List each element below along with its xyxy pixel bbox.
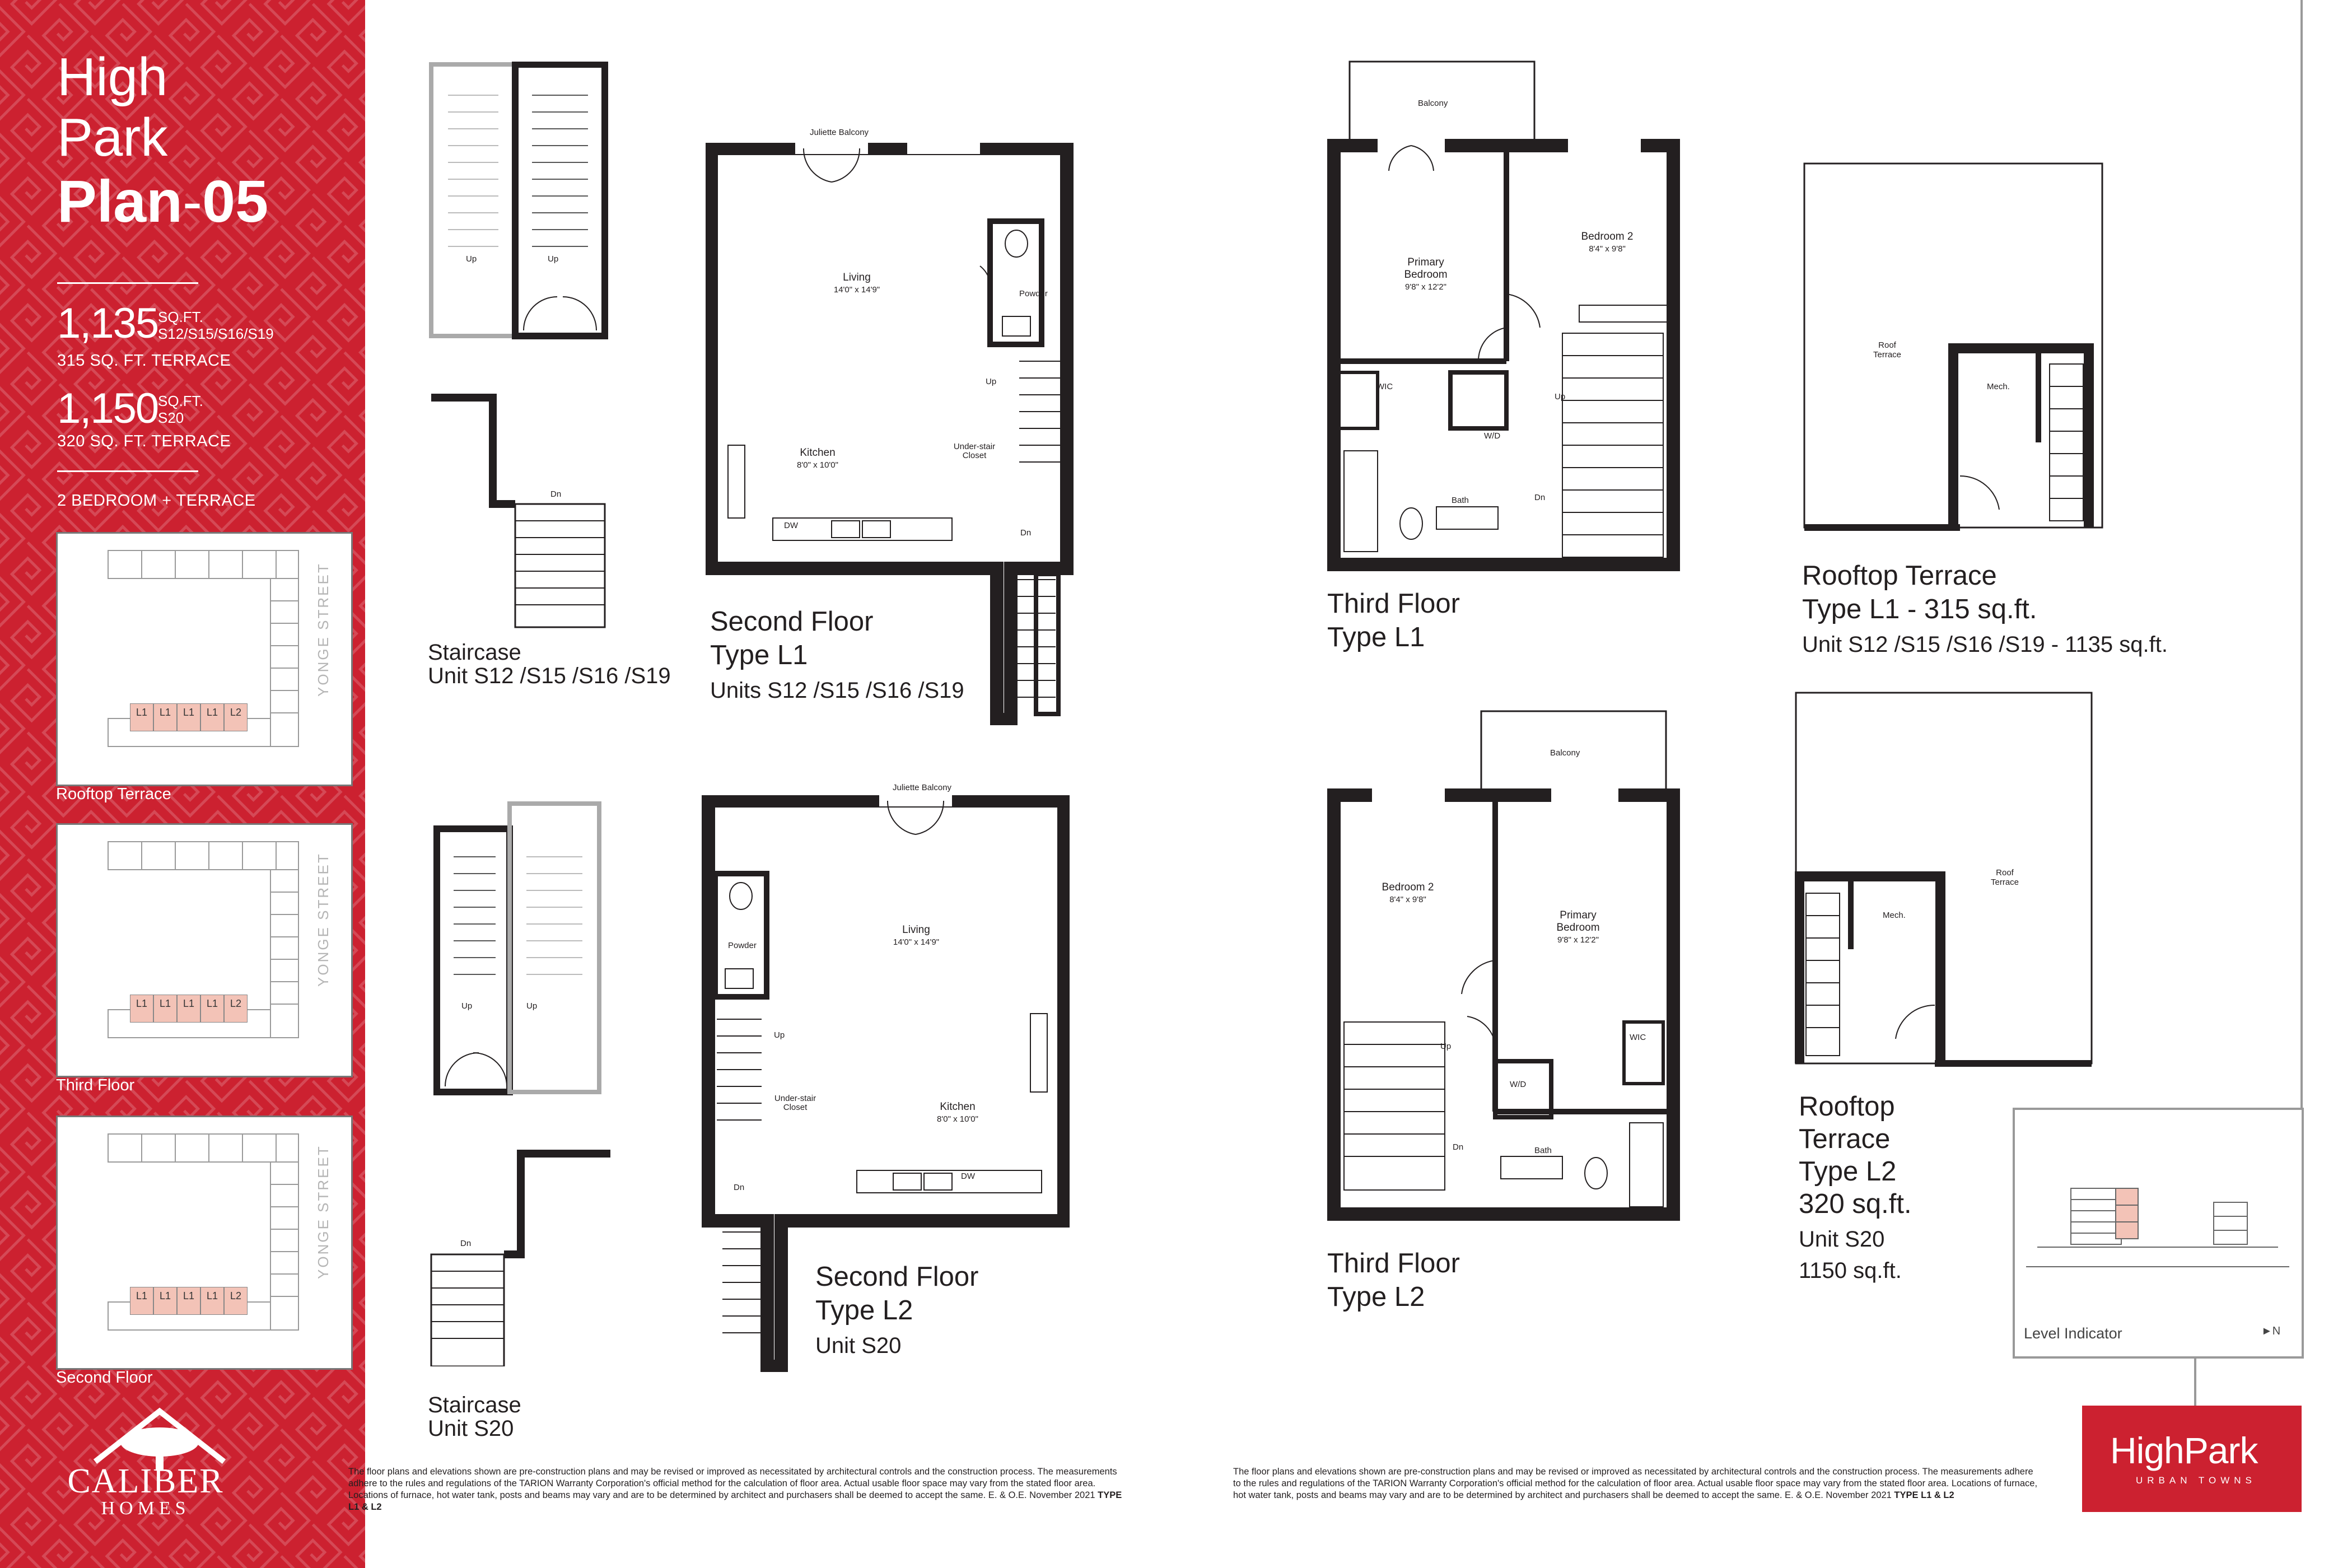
- room-name-line2: Bedroom: [1556, 922, 1600, 934]
- level-indicator-diagram: [2015, 1110, 2302, 1278]
- logo-sub: URBAN TOWNS: [2136, 1475, 2256, 1486]
- roof-terrace-label: [1977, 868, 2033, 887]
- keyplan-unit: L1: [177, 703, 200, 731]
- area2-units: S20: [158, 409, 184, 426]
- second-l2-type: Type L2: [815, 1295, 913, 1326]
- third-l2-title: Third Floor: [1327, 1248, 1460, 1278]
- understair-closet-label: [767, 1094, 823, 1112]
- frame-line: [2194, 1355, 2196, 1406]
- area1-value: 1,135: [57, 300, 158, 347]
- area1-unit: SQ.FT.: [158, 309, 203, 325]
- second-l2-units: Unit S20: [815, 1333, 902, 1358]
- stair-up-label: Up: [1440, 1042, 1452, 1051]
- third-l1-type: Type L1: [1327, 622, 1425, 652]
- third-l2-type: Type L2: [1327, 1282, 1425, 1312]
- plan-number-title: Plan-05: [57, 169, 269, 235]
- stair-dn-label: Dn: [550, 489, 562, 499]
- keyplan-street-label: YONGE STREET: [315, 852, 332, 987]
- stair-up-label: Up: [986, 377, 997, 386]
- juliette-balcony-label: Juliette Balcony: [810, 128, 869, 137]
- keyplan-unit: L1: [153, 703, 177, 731]
- keyplan-unit: L2: [224, 703, 248, 731]
- roof-line1: Roof: [1878, 340, 1896, 350]
- closet-line2: Closet: [962, 451, 987, 460]
- plan-label: Plan: [57, 169, 183, 235]
- keyplan-unit: L1: [177, 1287, 200, 1315]
- mechanical-room-label: Mech.: [1883, 911, 1906, 920]
- stair-dn-label: Dn: [1534, 493, 1546, 502]
- area1-terrace: 315 SQ. FT. TERRACE: [57, 352, 231, 370]
- third-floor-l2-plan: [1327, 708, 1680, 1226]
- plan-number: 05: [202, 169, 269, 235]
- balcony-label: Balcony: [1550, 748, 1580, 758]
- roof-l2-line4: 320 sq.ft.: [1799, 1189, 1912, 1219]
- keyplan-drawing: [58, 825, 351, 1076]
- roof-line2: Terrace: [1873, 350, 1902, 360]
- room-dimensions: 9'8" x 12'2": [1405, 282, 1446, 292]
- roof-l1-title: Rooftop Terrace: [1802, 561, 1997, 591]
- primary-bedroom-label: [1550, 909, 1606, 946]
- living-room-label: [883, 924, 950, 949]
- staircase-l2-plan: [426, 801, 616, 1366]
- keyplan-third-floor: [56, 823, 353, 1077]
- roof-line1: Roof: [1996, 868, 2014, 878]
- roof-l2-line3: Type L2: [1799, 1156, 1897, 1187]
- stair-up-label: Up: [466, 254, 477, 264]
- closet-line1: Under-stair: [774, 1094, 816, 1103]
- stair-up-label: Up: [526, 1001, 538, 1011]
- stair-up-label: Up: [461, 1001, 473, 1011]
- highpark-logo: [2082, 1406, 2302, 1512]
- living-room-label: [823, 272, 890, 296]
- primary-bedroom-label: [1398, 256, 1454, 293]
- disclaimer-tag: TYPE L1 & L2: [348, 1490, 1122, 1512]
- rooftop-l1-plan: [1803, 162, 2106, 532]
- north-arrow-icon: ►N: [2261, 1325, 2281, 1337]
- roof-l2-line2: Terrace: [1799, 1124, 1891, 1154]
- keyplan-unit: L1: [153, 1287, 177, 1315]
- disclaimer-left: [348, 1466, 1132, 1513]
- stair-up-label: Up: [548, 254, 559, 264]
- staircase-l1-title: Staircase: [428, 640, 521, 665]
- staircase-l1-units: Unit S12 /S15 /S16 /S19: [428, 664, 671, 688]
- mechanical-room-label: Mech.: [1987, 382, 2010, 391]
- third-l1-title: Third Floor: [1327, 589, 1460, 619]
- room-name: Bedroom 2: [1581, 231, 1634, 242]
- wic-label: WIC: [1376, 382, 1393, 391]
- roof-l2-units: Unit S20: [1799, 1227, 1885, 1252]
- wic-label: WIC: [1630, 1033, 1646, 1042]
- rooftop-l2-plan: [1795, 692, 2094, 1067]
- second-l1-type: Type L1: [710, 640, 808, 670]
- staircase-l2-title: Staircase: [428, 1393, 521, 1417]
- keyplan-unit: L2: [224, 1287, 248, 1315]
- keyplan-unit: L1: [130, 703, 153, 731]
- room-name: Living: [843, 272, 871, 283]
- keyplan-unit: L1: [130, 995, 153, 1023]
- second-l1-units: Units S12 /S15 /S16 /S19: [710, 678, 964, 703]
- level-indicator-panel: [2013, 1108, 2304, 1359]
- third-floor-l1-plan: [1327, 59, 1680, 574]
- room-dimensions: 8'0" x 10'0": [797, 460, 838, 470]
- keyplan-unit: L1: [130, 1287, 153, 1315]
- powder-room-label: Powder: [1019, 289, 1048, 298]
- room-dimensions: 9'8" x 12'2": [1557, 935, 1599, 945]
- keyplan-drawing: [58, 1117, 351, 1368]
- level-indicator-label: Level Indicator: [2024, 1325, 2122, 1342]
- roof-l1-units: Unit S12 /S15 /S16 /S19 - 1135 sq.ft.: [1802, 632, 2168, 657]
- sidebar-title-line2: Park: [57, 108, 168, 167]
- kitchen-label: [924, 1101, 991, 1126]
- roof-line2: Terrace: [1990, 878, 2019, 887]
- bedroom-2-label: [1374, 881, 1441, 906]
- room-dimensions: 8'4" x 9'8": [1389, 895, 1426, 904]
- stair-up-label: Up: [774, 1030, 785, 1040]
- second-l1-title: Second Floor: [710, 606, 874, 637]
- dishwasher-label: DW: [961, 1172, 975, 1181]
- washer-dryer-label: W/D: [1484, 431, 1501, 441]
- room-name-line1: Primary: [1407, 256, 1444, 268]
- juliette-balcony-label: Juliette Balcony: [893, 783, 952, 792]
- keyplan-second-floor: [56, 1116, 353, 1370]
- keyplan-label-third: Third Floor: [56, 1076, 135, 1094]
- washer-dryer-label: W/D: [1510, 1080, 1527, 1089]
- area2-value: 1,150: [57, 385, 158, 432]
- north-label: N: [2272, 1325, 2281, 1337]
- stair-up-label: Up: [1555, 392, 1566, 402]
- room-dimensions: 14'0" x 14'9": [893, 937, 940, 947]
- keyplan-unit: L1: [200, 703, 224, 731]
- room-name: Bedroom 2: [1382, 881, 1434, 893]
- room-name: Kitchen: [940, 1101, 976, 1113]
- divider: [57, 282, 198, 284]
- keyplan-unit: L1: [200, 1287, 224, 1315]
- disclaimer-text: The floor plans and elevations shown are pre-construction plans and may be revised or improved as necessitated by architectural controls and the construction process. The measurements adhere to the rules and regulations of the TARION Warranty Corporation's official method for the calculation of floor area. Actual usable floor space may vary from the stated floor area. Locations of furnace, hot water tank, posts and beams may vary and are to be determined by architect and purchasers shall be deemed to accept the same. E. & O.E. November 2021: [348, 1467, 1117, 1500]
- sidebar-title-line1: High: [57, 47, 168, 107]
- room-name: Kitchen: [800, 447, 836, 459]
- room-name: Living: [902, 924, 930, 936]
- bedroom-count: 2 BEDROOM + TERRACE: [57, 492, 256, 510]
- dishwasher-label: DW: [784, 521, 798, 530]
- area2-terrace: 320 SQ. FT. TERRACE: [57, 432, 231, 450]
- sidebar: [0, 0, 365, 1568]
- stair-dn-label: Dn: [1453, 1142, 1464, 1152]
- bedroom-2-label: [1574, 231, 1641, 255]
- keyplan-label-rooftop: Rooftop Terrace: [56, 785, 171, 803]
- caliber-brand-sub: HOMES: [101, 1498, 190, 1519]
- staircase-l1-plan: [426, 62, 616, 638]
- stair-dn-label: Dn: [460, 1239, 472, 1248]
- stair-dn-label: Dn: [734, 1183, 745, 1192]
- roof-terrace-label: [1859, 340, 1915, 360]
- logo-word1: High: [2110, 1430, 2184, 1471]
- bath-label: Bath: [1534, 1146, 1552, 1155]
- bath-label: Bath: [1452, 496, 1469, 505]
- keyplan-unit: L2: [224, 995, 248, 1023]
- logo-wordmark: [2110, 1429, 2257, 1472]
- area2-unit: SQ.FT.: [158, 393, 203, 409]
- frame-line: [2300, 0, 2303, 1109]
- room-name-line2: Bedroom: [1404, 269, 1448, 281]
- keyplan-unit: L1: [153, 995, 177, 1023]
- keyplan-rooftop: [56, 532, 353, 786]
- keyplan-unit: L1: [200, 995, 224, 1023]
- stair-dn-label: Dn: [1020, 528, 1032, 538]
- disclaimer-tag: TYPE L1 & L2: [1894, 1490, 1954, 1500]
- disclaimer-text: The floor plans and elevations shown are pre-construction plans and may be revised or improved as necessitated by architectural controls and the construction process. The measurements adhere to the rules and regulations of the TARION Warranty Corporation's official method for the calculation of floor area. Actual usable floor space may vary from the stated floor area. Locations of furnace, hot water tank, posts and beams may vary and are to be determined by architect and purchasers shall be deemed to accept the same. E. & O.E. November 2021: [1233, 1467, 2038, 1500]
- disclaimer-right: [1233, 1466, 2040, 1501]
- room-dimensions: 8'0" x 10'0": [937, 1114, 978, 1124]
- area1-units: S12/S15/S16/S19: [158, 325, 274, 342]
- keyplan-drawing: [58, 534, 351, 785]
- keyplan-street-label: YONGE STREET: [315, 1145, 332, 1279]
- roof-l2-line1: Rooftop: [1799, 1091, 1895, 1122]
- room-dimensions: 8'4" x 9'8": [1589, 244, 1626, 254]
- kitchen-label: [784, 447, 851, 472]
- staircase-l2-units: Unit S20: [428, 1416, 514, 1441]
- closet-line1: Under-stair: [953, 442, 996, 451]
- roof-l2-area: 1150 sq.ft.: [1799, 1258, 1902, 1283]
- keyplan-label-second: Second Floor: [56, 1369, 153, 1387]
- second-l2-title: Second Floor: [815, 1262, 979, 1292]
- logo-word2: Park: [2183, 1430, 2258, 1471]
- keyplan-unit: L1: [177, 995, 200, 1023]
- caliber-brand-name: CALIBER: [67, 1462, 224, 1500]
- room-name-line1: Primary: [1560, 909, 1597, 921]
- divider: [57, 470, 198, 472]
- closet-line2: Closet: [783, 1103, 808, 1112]
- powder-room-label: Powder: [728, 941, 757, 950]
- roof-l1-type: Type L1 - 315 sq.ft.: [1802, 594, 2037, 624]
- room-dimensions: 14'0" x 14'9": [833, 285, 880, 295]
- balcony-label: Balcony: [1418, 99, 1448, 108]
- understair-closet-label: [946, 442, 1002, 460]
- keyplan-street-label: YONGE STREET: [315, 562, 332, 697]
